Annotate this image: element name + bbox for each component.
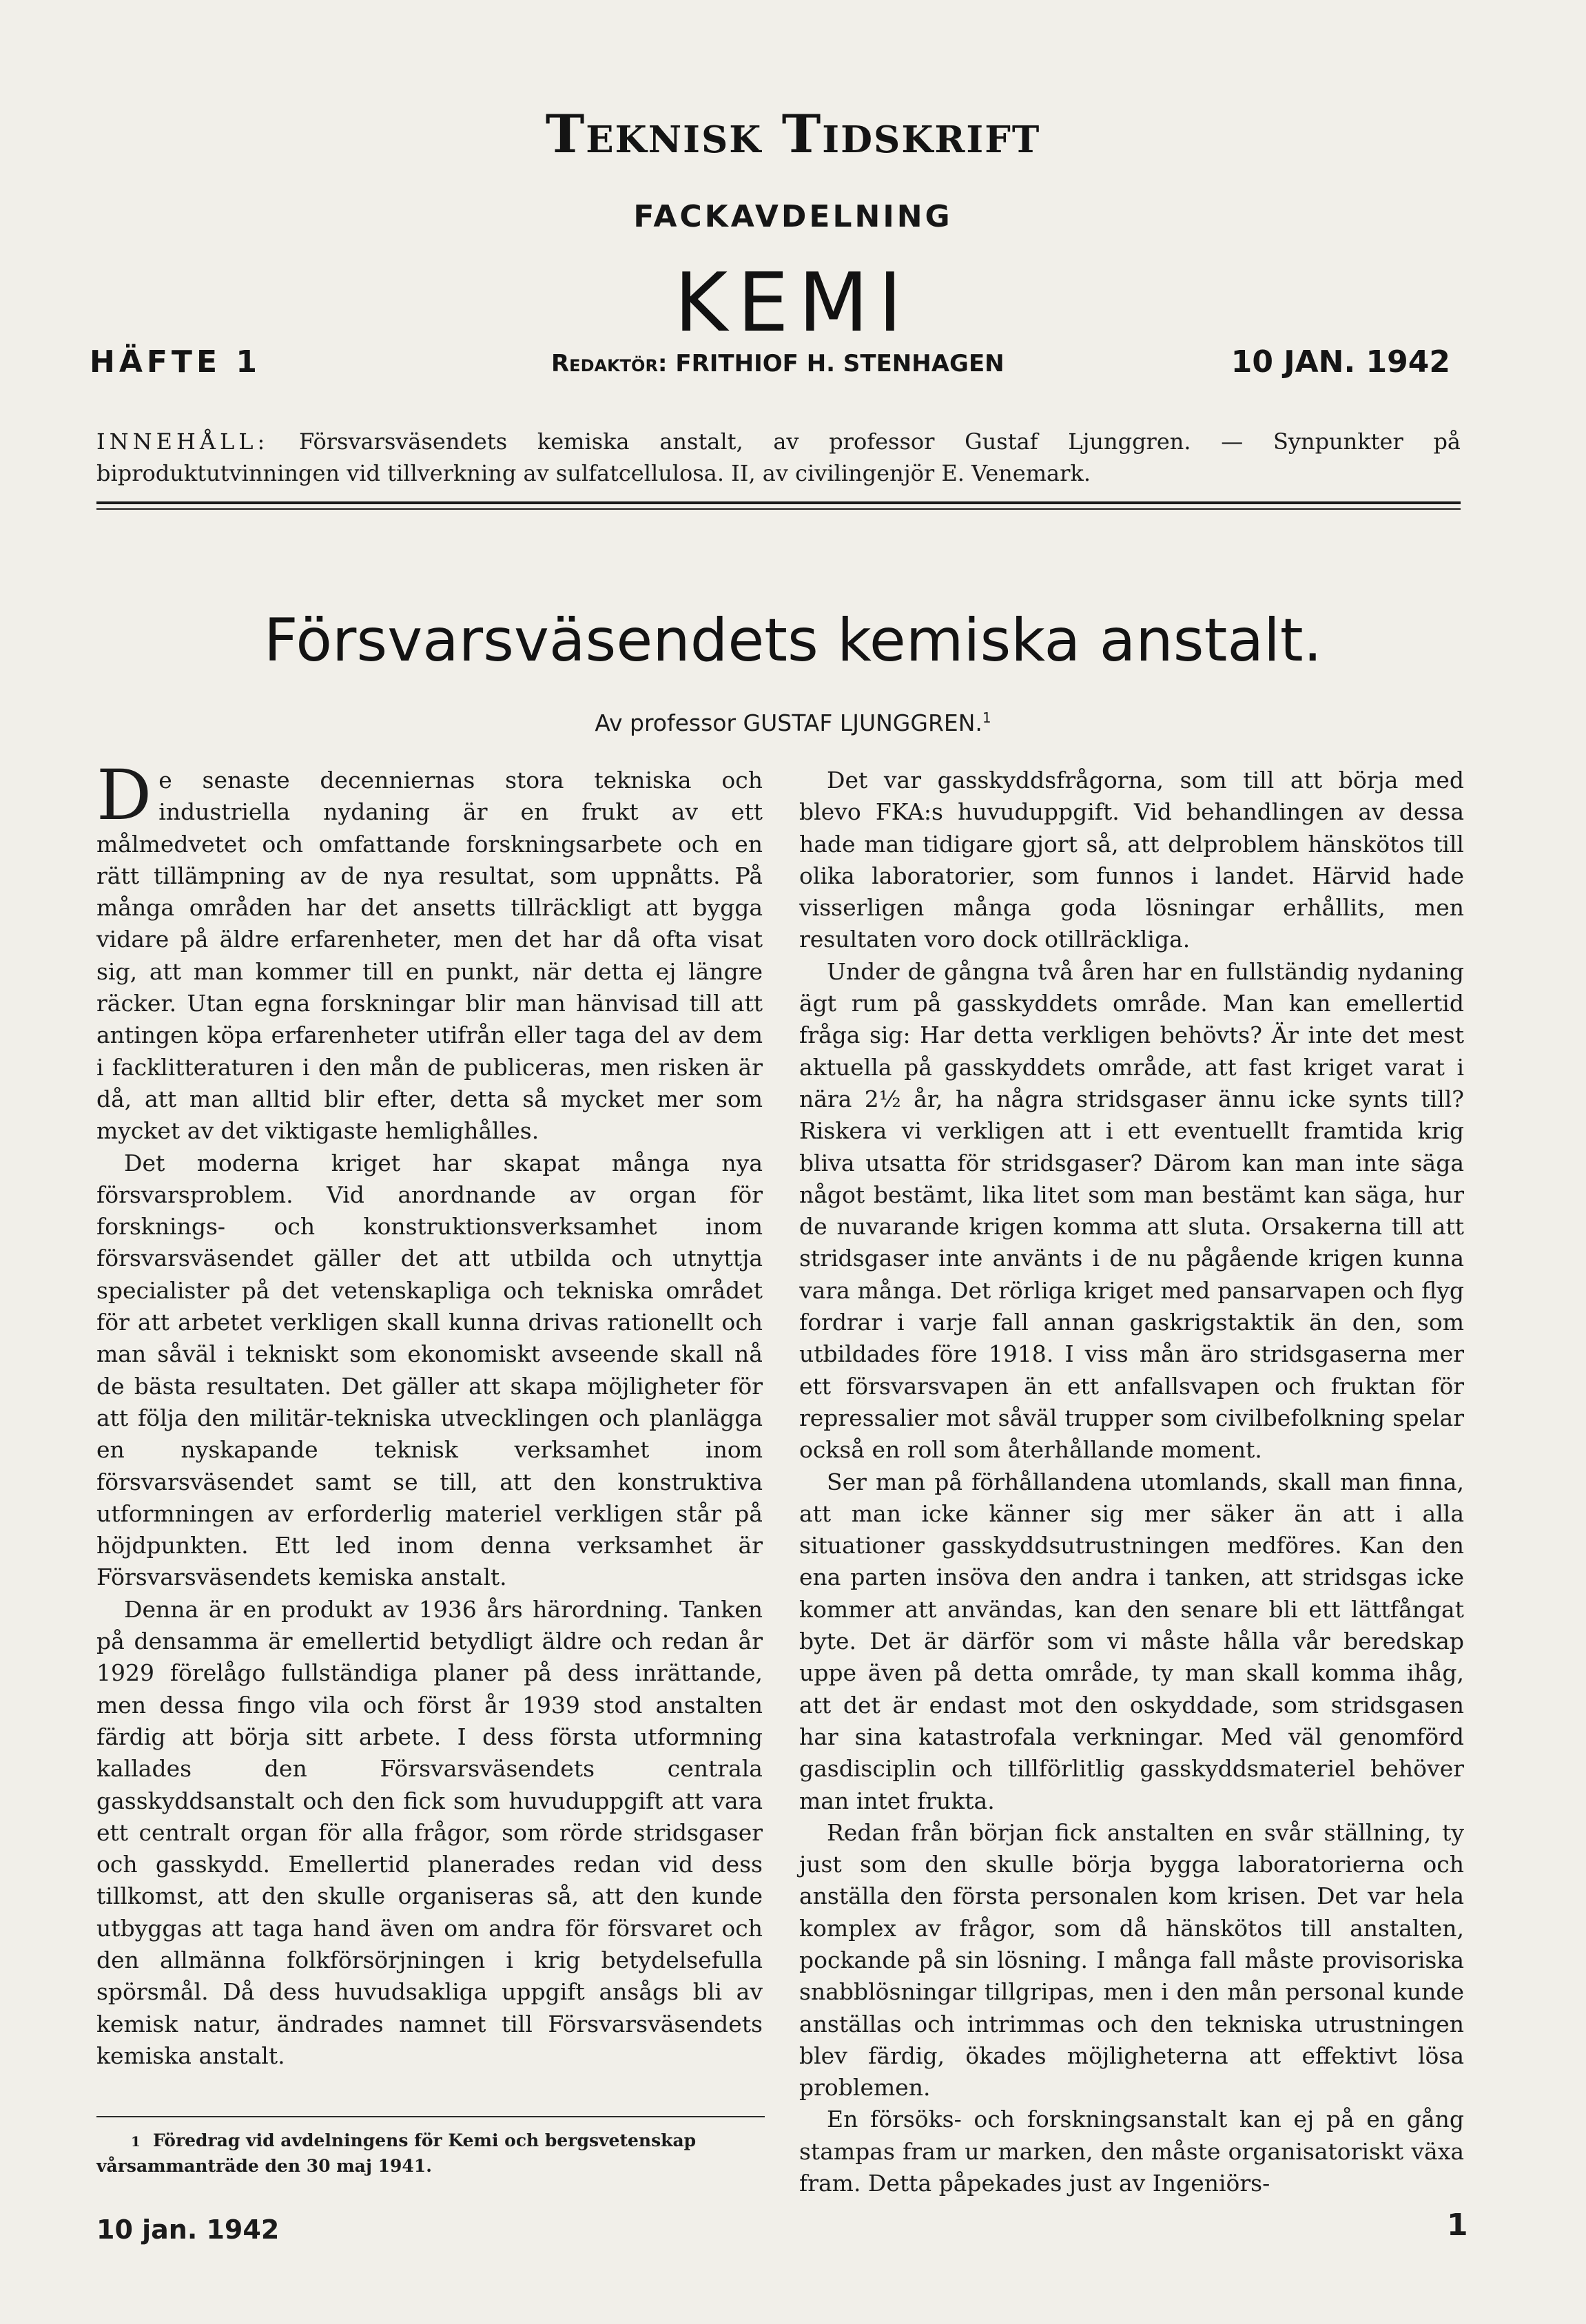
divider bbox=[96, 501, 1461, 504]
folio-date: 10 jan. 1942 bbox=[96, 2214, 280, 2245]
right-column bbox=[799, 765, 1464, 2199]
byline-text: Av professor GUSTAF LJUNGGREN. bbox=[595, 709, 982, 736]
journal-title: Teknisk Tidskrift bbox=[545, 103, 1041, 165]
contents-label: INNEHÅLL: bbox=[96, 428, 269, 455]
page-number: 1 bbox=[1447, 2208, 1468, 2243]
contents-text: Försvarsväsendets kemiska anstalt, av professor Gustaf Ljunggren. — Synpunkter på biproduktutvinningen vid tillverkning av sulfatcellulosa. II, av civilingenjör E. Venemark. bbox=[96, 428, 1461, 486]
masthead bbox=[0, 103, 1586, 350]
editor-line bbox=[551, 350, 1005, 377]
paragraph: En försöks- och forskningsanstalt kan ej på en gång stampas fram ur marken, den måste organisatoriskt växa fram. Detta påpekades just av Ingeniörs- bbox=[799, 2106, 1464, 2197]
footnote bbox=[96, 2128, 772, 2179]
divider bbox=[96, 508, 1461, 510]
byline bbox=[0, 709, 1586, 736]
table-of-contents bbox=[96, 426, 1461, 489]
footnote-text: Föredrag vid avdelningens för Kemi och bergsvetenskap vårsammanträde den 30 maj 1941. bbox=[96, 2130, 697, 2176]
article-title: Försvarsväsendets kemiska anstalt. bbox=[264, 606, 1322, 675]
footnote-mark: 1 bbox=[131, 2133, 141, 2150]
paragraph: Det moderna kriget har skapat många nya försvarsproblem. Vid anordnande av organ för forsknings- och konstruktionsverksamhet inom försvarsväsendet gäller det att utbilda och utnyttja specialister på det vetenskapliga och tekniska området för att arbetet verkligen skall kunna drivas rationellt och man såväl i tekniskt som ekonomiskt avseende skall nå de bästa resultaten. Det gäller att skapa möjligheter för att följa den militär-tekniska utvecklingen och planlägga en nyskapande teknisk verksamhet inom försvarsväsendet samt se till, att den konstruktiva utformningen av erforderlig materiel verkligen står på höjdpunkten. Ett led inom denna verksamhet är Försvarsväsendets kemiska anstalt. bbox=[96, 1149, 763, 1591]
section-name: KEMI bbox=[674, 255, 912, 350]
editor-name: FRITHIOF H. STENHAGEN bbox=[675, 350, 1005, 377]
issue-row bbox=[90, 344, 1450, 386]
paragraph: Ser man på förhållandena utomlands, skall man finna, att man icke känner sig mer säker än att i alla situationer gasskyddsutrustningen medföres. Kan den ena parten insöva den andra i tanken, att stridsgas icke kommer att användas, kan den senare bli ett lättfångat byte. Det är därför som vi måste hålla vår beredskap uppe även på detta område, ty man skall komma ihåg, att det är endast mot den oskyddade, som stridsgasen har sina katastrofala verkningar. Med väl genomförd gasdisciplin och tillförlitlig gasskyddsmateriel behöver man intet frukta. bbox=[799, 1468, 1464, 1814]
issue-date: 10 JAN. 1942 bbox=[1230, 344, 1450, 380]
editor-label: Redaktör: bbox=[551, 350, 668, 377]
paragraph: Denna är en produkt av 1936 års härordning. Tanken på densamma är emellertid betydligt äldre och redan år 1929 förelågo fullständiga planer på dess inrättande, men dessa fingo vila och först år 1939 stod anstalten färdig att börja sitt arbete. I dess första utformning kallades den Försvarsväsendets centrala gasskyddsanstalt och den fick som huvuduppgift att vara ett centralt organ för alla frågor, som rörde stridsgaser och gasskydd. Emellertid planerades redan vid dess tillkomst, att den skulle organiseras så, att den kunde utbyggas att taga hand även om andra för försvaret och den allmänna folkförsörjningen i krig betydelsefulla spörsmål. Då dess huvudsakliga uppgift ansågs bli av kemisk natur, ändrades namnet till Försvarsväsendets kemiska anstalt. bbox=[96, 1595, 763, 2069]
paragraph: Under de gångna två åren har en fullständig nydaning ägt rum på gasskyddets område. Man kan emellertid fråga sig: Har detta verkligen behövts? Är inte det mest aktuella på gasskyddets område, att fast kriget varat i nära 2½ år, ha några stridsgaser ännu icke synts till? Riskera vi verkligen att i ett eventuellt framtida krig bliva utsatta för stridsgaser? Därom kan man inte säga något bestämt, lika litet som man bestämt kan säga, hur de nuvarande krigen komma att sluta. Orsakerna till att stridsgaser inte använts i de nu pågående krigen kunna vara många. Det rörliga kriget med pansarvapen och flyg fordrar i varje fall annan gaskrigstaktik än den, som utbildades före 1918. I viss mån äro stridsgaserna mer ett försvarsvapen än ett anfallsvapen och fruktan för repressalier mot såväl trupper som civilbefolkning spelar också en roll som återhållande moment. bbox=[799, 957, 1464, 1464]
byline-footnote-mark: 1 bbox=[982, 709, 991, 726]
journal-subtitle: FACKAVDELNING bbox=[633, 199, 953, 234]
footnote-divider bbox=[96, 2116, 765, 2117]
issue-number: HÄFTE 1 bbox=[90, 344, 261, 380]
paragraph-text: e senaste decenniernas stora tekniska och industriella nydaning är en frukt av ett målmedvetet och omfattande forskningsarbete och en rätt tillämpning av de nya resultat, som uppnåtts. På många områden har det ansetts tillräckligt att bygga vidare på äldre erfarenheter, men det har då ofta visat sig, att man kommer till en punkt, när detta ej längre räcker. Utan egna forskningar blir man hänvisad till att antingen köpa erfarenheter utifrån eller taga del av dem i facklitteraturen i den mån de publiceras, men risken är då, att man alltid blir efter, detta så mycket mer som mycket av det viktigaste hemlighålles. bbox=[96, 767, 763, 1145]
drop-cap: D bbox=[96, 755, 152, 836]
paragraph: Det var gasskyddsfrågorna, som till att börja med blevo FKA:s huvuduppgift. Vid behandlingen av dessa hade man tidigare gjort så, att delproblem hänskötos till olika laboratorier, som funnos i landet. Härvid hade visserligen många goda lösningar erhållits, men resultaten voro dock otillräckliga. bbox=[799, 767, 1464, 953]
paragraph: Redan från början fick anstalten en svår ställning, ty just som den skulle börja bygga laboratorierna och anställa den första personalen kom krisen. Det var hela komplex av frågor, som då hänskötos till anstalten, pockande på sin lösning. I många fall måste provisoriska snabblösningar tillgripas, men i den mån personal kunde anställas och intrimmas och den tekniska utrustningen blev färdig, ökades möjligheterna att effektivt lösa problemen. bbox=[799, 1818, 1464, 2102]
left-column bbox=[96, 755, 763, 2072]
paragraph bbox=[96, 755, 763, 1148]
